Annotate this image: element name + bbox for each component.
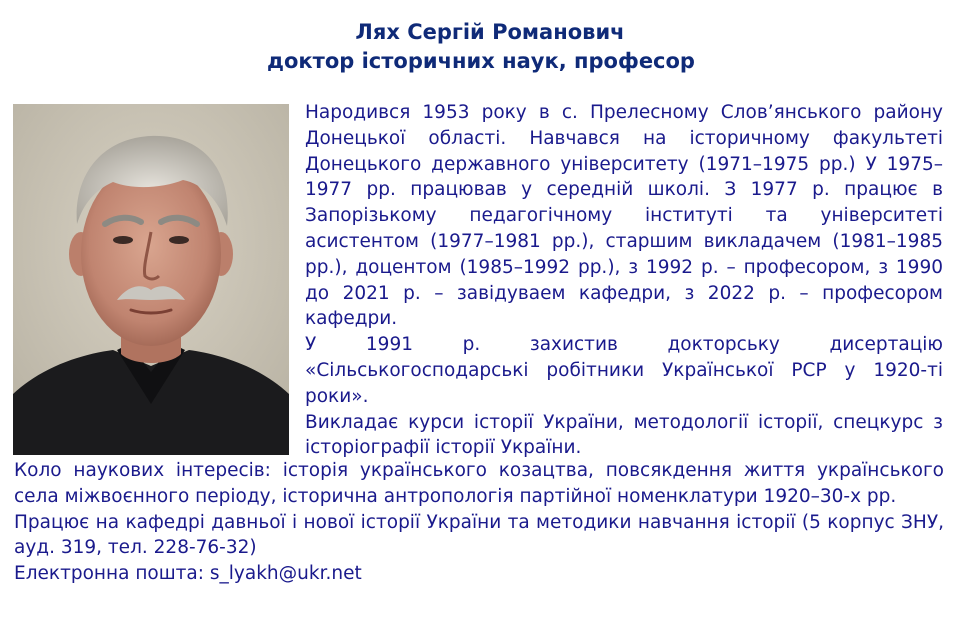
biography-paragraph: Народився 1953 року в с. Прелесному Слов’янського району Донецької області. Навчався на історичному факультеті Донецького державного університету (1971–1975 рр.) У 1975–1977 рр. працював у середній школі. З 1977 р. працює в Запорізькому педагогічному інституті та університеті асистентом (1977–1981 рр.), старшим викладачем (1981–1985 рр.), доцентом (1985–1992 рр.), з 1992 р. – професором, з 1990 до 2021 р. – завідуваем кафедри, з 2022 р. – професором кафедри. <box>305 102 943 330</box>
academic-degree: доктор історичних наук, професор <box>267 49 695 73</box>
portrait-photo <box>13 104 289 455</box>
biography-paragraph: Викладає курси історії України, методології історії, спецкурс з історіографії історії України. <box>305 411 943 459</box>
person-name: Лях Сергій Романович <box>355 20 625 44</box>
email-line <box>14 561 944 587</box>
biography-paragraph: У 1991 р. захистив докторську дисертацію «Сільськогосподарські робітники Української РСР у 1920-ті роки». <box>305 334 943 407</box>
profile-header <box>0 18 960 76</box>
research-interests: Коло наукових інтересів: історія українського козацтва, повсякдення життя українського села міжвоєнного періоду, історична антропологія партійної номенклатури 1920–30-х рр. <box>14 460 944 507</box>
additional-details <box>14 458 944 587</box>
email-address[interactable]: s_lyakh@ukr.net <box>209 563 362 585</box>
biography <box>305 100 943 461</box>
workplace-info: Працює на кафедрі давньої і нової історії України та методики навчання історії (5 корпус ЗНУ, ауд. 319, тел. 228-76-32) <box>14 511 944 559</box>
email-label: Електронна пошта: <box>14 563 205 585</box>
